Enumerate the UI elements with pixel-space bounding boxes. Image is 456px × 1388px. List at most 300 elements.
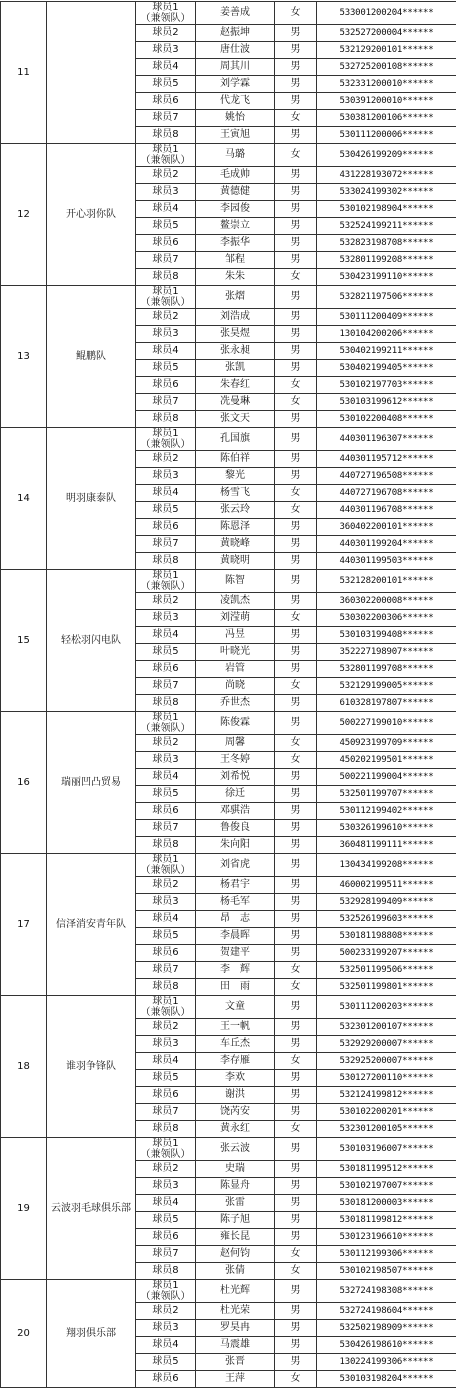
- player-id-number: 532801199708******: [317, 661, 456, 678]
- player-role: 球员5: [136, 360, 196, 377]
- player-id-number: 530402199405******: [317, 360, 456, 377]
- player-name: 陈子旭: [196, 1212, 275, 1229]
- player-sex: 男: [275, 286, 317, 309]
- player-sex: 男: [275, 59, 317, 76]
- player-id-number: 530103199612******: [317, 394, 456, 411]
- player-sex: 男: [275, 1070, 317, 1087]
- player-name: 朱向阳: [196, 837, 275, 854]
- player-id-number: 532724198604******: [317, 1303, 456, 1320]
- player-name: 刘学霖: [196, 76, 275, 93]
- player-name: 杨雪飞: [196, 485, 275, 502]
- player-id-number: 532128200101******: [317, 570, 456, 593]
- player-sex: 男: [275, 1161, 317, 1178]
- player-id-number: 532929200007******: [317, 1036, 456, 1053]
- player-sex: 女: [275, 485, 317, 502]
- player-name: 谢洪: [196, 1087, 275, 1104]
- player-name: 饶芮安: [196, 1104, 275, 1121]
- player-name: 杨毛军: [196, 894, 275, 911]
- player-name: 刘滢萌: [196, 610, 275, 627]
- player-sex: 男: [275, 1138, 317, 1161]
- player-sex: 男: [275, 553, 317, 570]
- player-name: 刘浩成: [196, 309, 275, 326]
- player-role: 球员3: [136, 326, 196, 343]
- player-role: 球员5: [136, 1070, 196, 1087]
- player-name: 黄晓明: [196, 553, 275, 570]
- team-name: 谁羽争锋队: [47, 996, 136, 1138]
- player-sex: 男: [275, 820, 317, 837]
- player-name: 徐迁: [196, 786, 275, 803]
- player-id-number: 360481199111******: [317, 837, 456, 854]
- team-number: 14: [1, 428, 47, 570]
- player-role: 球员5: [136, 502, 196, 519]
- player-role: 球员4: [136, 1337, 196, 1354]
- player-sex: 男: [275, 451, 317, 468]
- player-name: 陈显舟: [196, 1178, 275, 1195]
- player-sex: 男: [275, 1320, 317, 1337]
- player-role: 球员7: [136, 394, 196, 411]
- player-role: [136, 1138, 196, 1161]
- player-id-number: 530127200110******: [317, 1070, 456, 1087]
- player-sex: 女: [275, 1121, 317, 1138]
- player-role: 球员3: [136, 894, 196, 911]
- player-role: 球员8: [136, 837, 196, 854]
- player-sex: 男: [275, 167, 317, 184]
- player-id-number: 530112199306******: [317, 1246, 456, 1263]
- player-sex: 男: [275, 93, 317, 110]
- player-role: 球员7: [136, 820, 196, 837]
- player-name: 昂 志: [196, 911, 275, 928]
- player-id-number: 130224199306******: [317, 1354, 456, 1371]
- team-number: 12: [1, 144, 47, 286]
- player-id-number: 532526199603******: [317, 911, 456, 928]
- player-sex: 女: [275, 394, 317, 411]
- player-role: [136, 2, 196, 25]
- player-role: 球员4: [136, 201, 196, 218]
- player-id-number: 500221199004******: [317, 769, 456, 786]
- player-name: 代龙飞: [196, 93, 275, 110]
- player-name: 王萍: [196, 1371, 275, 1388]
- player-name: 张熠: [196, 286, 275, 309]
- player-role: 球员7: [136, 962, 196, 979]
- player-id-number: 450202199501******: [317, 752, 456, 769]
- player-id-number: 440301195712******: [317, 451, 456, 468]
- player-id-number: 530426198610******: [317, 1337, 456, 1354]
- player-id-number: 530302200306******: [317, 610, 456, 627]
- player-name: 赵振坤: [196, 25, 275, 42]
- player-id-number: 532823198708******: [317, 235, 456, 252]
- player-role: 球员2: [136, 1019, 196, 1036]
- player-id-number: 530112199402******: [317, 803, 456, 820]
- team-roster-table: [0, 1, 456, 1388]
- player-name: 叶晓光: [196, 644, 275, 661]
- player-name: 黄永红: [196, 1121, 275, 1138]
- player-name: 田 雨: [196, 979, 275, 996]
- player-role: 球员4: [136, 485, 196, 502]
- player-name: 贺建平: [196, 945, 275, 962]
- player-id-number: 532301200107******: [317, 1019, 456, 1036]
- player-id-number: 530326199610******: [317, 820, 456, 837]
- player-sex: 男: [275, 644, 317, 661]
- player-name: 赵何钧: [196, 1246, 275, 1263]
- player-sex: 男: [275, 536, 317, 553]
- player-id-number: 352227198907******: [317, 644, 456, 661]
- player-name: 张云波: [196, 1138, 275, 1161]
- team-number: 13: [1, 286, 47, 428]
- player-sex: 男: [275, 42, 317, 59]
- player-role-label: 球员1: [136, 854, 195, 865]
- player-sex: 男: [275, 712, 317, 735]
- player-sex: 男: [275, 360, 317, 377]
- player-sex: 女: [275, 752, 317, 769]
- player-role: 球员4: [136, 343, 196, 360]
- player-name: 凌凯杰: [196, 593, 275, 610]
- player-name: 鲁俊良: [196, 820, 275, 837]
- team-number: 18: [1, 996, 47, 1138]
- player-role: 球员2: [136, 451, 196, 468]
- player-sex: 男: [275, 1195, 317, 1212]
- player-role: 球员5: [136, 1212, 196, 1229]
- player-role: 球员8: [136, 127, 196, 144]
- player-sex: 女: [275, 502, 317, 519]
- player-role: 球员2: [136, 735, 196, 752]
- player-sex: 女: [275, 735, 317, 752]
- player-role: 球员5: [136, 786, 196, 803]
- player-name: 邓骐浩: [196, 803, 275, 820]
- player-id-number: 530381200106******: [317, 110, 456, 127]
- player-sex: 女: [275, 110, 317, 127]
- player-role: 球员2: [136, 25, 196, 42]
- player-role: 球员5: [136, 928, 196, 945]
- player-id-number: 440301196708******: [317, 502, 456, 519]
- player-role-note: （兼领队）: [136, 1291, 195, 1302]
- player-sex: 女: [275, 610, 317, 627]
- player-sex: 男: [275, 218, 317, 235]
- player-id-number: 530111200203******: [317, 996, 456, 1019]
- player-id-number: 440301196307******: [317, 428, 456, 451]
- player-id-number: 532501199707******: [317, 786, 456, 803]
- player-name: 马震雄: [196, 1337, 275, 1354]
- player-name: 张文天: [196, 411, 275, 428]
- team-number: 15: [1, 570, 47, 712]
- player-name: 陈俊霖: [196, 712, 275, 735]
- player-sex: 男: [275, 326, 317, 343]
- player-sex: 男: [275, 593, 317, 610]
- player-sex: 男: [275, 627, 317, 644]
- player-name: 唐仕波: [196, 42, 275, 59]
- player-role: 球员5: [136, 1354, 196, 1371]
- team-number: 19: [1, 1138, 47, 1280]
- player-id-number: 530123196610******: [317, 1229, 456, 1246]
- player-sex: 男: [275, 854, 317, 877]
- player-sex: 男: [275, 945, 317, 962]
- player-sex: 男: [275, 695, 317, 712]
- player-role: 球员3: [136, 752, 196, 769]
- player-role: 球员2: [136, 309, 196, 326]
- player-id-number: 530102197007******: [317, 1178, 456, 1195]
- player-role: 球员7: [136, 110, 196, 127]
- player-id-number: 530402199211******: [317, 343, 456, 360]
- player-name: 冯昱: [196, 627, 275, 644]
- team-number: 16: [1, 712, 47, 854]
- player-id-number: 530103198204******: [317, 1371, 456, 1388]
- player-role: 球员2: [136, 1303, 196, 1320]
- player-name: 李欢: [196, 1070, 275, 1087]
- player-role: [136, 854, 196, 877]
- player-sex: 男: [275, 1019, 317, 1036]
- team-name: [47, 2, 136, 144]
- player-role: 球员4: [136, 1195, 196, 1212]
- player-role: [136, 996, 196, 1019]
- player-role: 球员7: [136, 1104, 196, 1121]
- player-name: 孔国旗: [196, 428, 275, 451]
- player-name: 王寅旭: [196, 127, 275, 144]
- player-id-number: 530102200408******: [317, 411, 456, 428]
- player-role: 球员2: [136, 167, 196, 184]
- player-id-number: 530181199812******: [317, 1212, 456, 1229]
- player-id-number: 530102200201******: [317, 1104, 456, 1121]
- player-name: 张昊煜: [196, 326, 275, 343]
- player-sex: 男: [275, 1087, 317, 1104]
- player-role: [136, 428, 196, 451]
- player-name: 黄晓峰: [196, 536, 275, 553]
- player-name: 车丘杰: [196, 1036, 275, 1053]
- player-sex: 男: [275, 127, 317, 144]
- player-sex: 男: [275, 570, 317, 593]
- player-id-number: 532821197506******: [317, 286, 456, 309]
- player-id-number: 530103196007******: [317, 1138, 456, 1161]
- player-sex: 男: [275, 877, 317, 894]
- player-id-number: 533001200204******: [317, 2, 456, 25]
- player-role: 球员7: [136, 678, 196, 695]
- player-name: 邹程: [196, 252, 275, 269]
- player-sex: 男: [275, 803, 317, 820]
- player-role-label: 球员1: [136, 2, 195, 13]
- player-role: 球员3: [136, 42, 196, 59]
- player-role: 球员4: [136, 1053, 196, 1070]
- team-name: 鲲鹏队: [47, 286, 136, 428]
- player-name: 王一帆: [196, 1019, 275, 1036]
- player-sex: 女: [275, 1371, 317, 1388]
- player-role-label: 球员1: [136, 144, 195, 155]
- player-name: 冼曼琳: [196, 394, 275, 411]
- player-role: [136, 144, 196, 167]
- player-sex: 男: [275, 184, 317, 201]
- player-role: 球员3: [136, 468, 196, 485]
- player-role-note: （兼领队）: [136, 723, 195, 734]
- player-role: 球员6: [136, 661, 196, 678]
- player-name: 刘省虎: [196, 854, 275, 877]
- player-name: 张凯: [196, 360, 275, 377]
- player-role-note: （兼领队）: [136, 1007, 195, 1018]
- player-id-number: 530102197703******: [317, 377, 456, 394]
- team-number: 11: [1, 2, 47, 144]
- player-sex: 女: [275, 1053, 317, 1070]
- player-name: 乔世杰: [196, 695, 275, 712]
- player-id-number: 530426199209******: [317, 144, 456, 167]
- team-number: 20: [1, 1280, 47, 1388]
- player-sex: 男: [275, 911, 317, 928]
- player-sex: 女: [275, 1246, 317, 1263]
- player-sex: 女: [275, 2, 317, 25]
- player-name: 周其川: [196, 59, 275, 76]
- player-role: 球员8: [136, 411, 196, 428]
- player-role: 球员4: [136, 627, 196, 644]
- player-id-number: 431228193072******: [317, 167, 456, 184]
- player-sex: 男: [275, 309, 317, 326]
- player-sex: 男: [275, 519, 317, 536]
- player-role: 球员3: [136, 184, 196, 201]
- player-role: 球员6: [136, 1229, 196, 1246]
- player-sex: 男: [275, 786, 317, 803]
- player-sex: 男: [275, 1303, 317, 1320]
- player-sex: 男: [275, 25, 317, 42]
- player-id-number: 530391200010******: [317, 93, 456, 110]
- player-name: 姚怡: [196, 110, 275, 127]
- player-role: 球员8: [136, 979, 196, 996]
- player-name: 黎光: [196, 468, 275, 485]
- player-name: 张雷: [196, 1195, 275, 1212]
- player-name: 岩管: [196, 661, 275, 678]
- player-name: 史瑞: [196, 1161, 275, 1178]
- player-id-number: 460002199511******: [317, 877, 456, 894]
- player-role: 球员5: [136, 76, 196, 93]
- player-role-label: 球员1: [136, 286, 195, 297]
- player-name: 马璐: [196, 144, 275, 167]
- player-sex: 男: [275, 1104, 317, 1121]
- player-id-number: 532928199409******: [317, 894, 456, 911]
- player-id-number: 530423199110******: [317, 269, 456, 286]
- player-id-number: 130434199208******: [317, 854, 456, 877]
- player-id-number: 530181198808******: [317, 928, 456, 945]
- player-id-number: 440727196708******: [317, 485, 456, 502]
- player-role: 球员6: [136, 377, 196, 394]
- player-name: 陈智: [196, 570, 275, 593]
- player-sex: 男: [275, 894, 317, 911]
- player-role: 球员8: [136, 1121, 196, 1138]
- player-id-number: 532502198909******: [317, 1320, 456, 1337]
- player-id-number: 532331200010******: [317, 76, 456, 93]
- player-id-number: 530181199512******: [317, 1161, 456, 1178]
- player-id-number: 532724198308******: [317, 1280, 456, 1303]
- player-id-number: 530102198507******: [317, 1263, 456, 1280]
- roster-body: [1, 2, 456, 1388]
- player-role: 球员3: [136, 1036, 196, 1053]
- player-role-label: 球员1: [136, 428, 195, 439]
- player-id-number: 532501199801******: [317, 979, 456, 996]
- player-role: 球员4: [136, 769, 196, 786]
- player-sex: 男: [275, 1212, 317, 1229]
- player-name: 陈恩泽: [196, 519, 275, 536]
- player-role: 球员3: [136, 1178, 196, 1195]
- player-sex: 女: [275, 377, 317, 394]
- player-sex: 男: [275, 1280, 317, 1303]
- player-name: 张云玲: [196, 502, 275, 519]
- player-role: 球员8: [136, 695, 196, 712]
- player-id-number: 530111200409******: [317, 309, 456, 326]
- player-name: 张永昶: [196, 343, 275, 360]
- team-name: 云波羽毛球俱乐部: [47, 1138, 136, 1280]
- player-sex: 男: [275, 1036, 317, 1053]
- player-name: 李 辉: [196, 962, 275, 979]
- player-role: 球员5: [136, 218, 196, 235]
- player-sex: 男: [275, 928, 317, 945]
- player-id-number: 450923199709******: [317, 735, 456, 752]
- player-sex: 女: [275, 678, 317, 695]
- player-sex: 女: [275, 1263, 317, 1280]
- player-role-note: （兼领队）: [136, 1149, 195, 1160]
- player-role: 球员6: [136, 93, 196, 110]
- player-name: 刘希悦: [196, 769, 275, 786]
- player-name: 杜光辉: [196, 1280, 275, 1303]
- player-role-label: 球员1: [136, 1280, 195, 1291]
- player-id-number: 530181200003******: [317, 1195, 456, 1212]
- player-role: 球员6: [136, 1371, 196, 1388]
- player-role: 球员4: [136, 59, 196, 76]
- player-name: 雍长昆: [196, 1229, 275, 1246]
- player-name: 黄德健: [196, 184, 275, 201]
- player-role: 球员6: [136, 945, 196, 962]
- player-name: 杨君宇: [196, 877, 275, 894]
- player-id-number: 532524199211******: [317, 218, 456, 235]
- player-id-number: 500233199207******: [317, 945, 456, 962]
- player-role-note: （兼领队）: [136, 155, 195, 166]
- player-role: 球员6: [136, 803, 196, 820]
- player-sex: 男: [275, 252, 317, 269]
- player-sex: 女: [275, 979, 317, 996]
- player-id-number: 532527200004******: [317, 25, 456, 42]
- player-name: 鳌崇立: [196, 218, 275, 235]
- player-role: 球员2: [136, 877, 196, 894]
- player-id-number: 532501199506******: [317, 962, 456, 979]
- player-id-number: 530102198904******: [317, 201, 456, 218]
- player-role: 球员6: [136, 519, 196, 536]
- team-name: 瑞丽凹凸贸易: [47, 712, 136, 854]
- player-sex: 男: [275, 428, 317, 451]
- player-sex: 女: [275, 269, 317, 286]
- team-name: 明羽康泰队: [47, 428, 136, 570]
- player-role: 球员8: [136, 553, 196, 570]
- player-sex: 女: [275, 962, 317, 979]
- player-id-number: 532925200007******: [317, 1053, 456, 1070]
- player-id-number: 530111200006******: [317, 127, 456, 144]
- team-name: 信泽消安青年队: [47, 854, 136, 996]
- player-sex: 男: [275, 1354, 317, 1371]
- player-sex: 男: [275, 201, 317, 218]
- team-name: 翔羽俱乐部: [47, 1280, 136, 1388]
- player-sex: 女: [275, 144, 317, 167]
- player-role: [136, 1280, 196, 1303]
- team-name: 开心羽你队: [47, 144, 136, 286]
- player-name: 毛成帅: [196, 167, 275, 184]
- player-id-number: 532129199005******: [317, 678, 456, 695]
- player-id-number: 360302200008******: [317, 593, 456, 610]
- player-sex: 男: [275, 769, 317, 786]
- player-sex: 男: [275, 76, 317, 93]
- player-name: 罗昊冉: [196, 1320, 275, 1337]
- player-role-label: 球员1: [136, 996, 195, 1007]
- player-role: 球员2: [136, 1161, 196, 1178]
- player-role: 球员6: [136, 1087, 196, 1104]
- player-id-number: 530103199408******: [317, 627, 456, 644]
- player-sex: 男: [275, 996, 317, 1019]
- player-sex: 男: [275, 343, 317, 360]
- player-role: [136, 570, 196, 593]
- player-name: 周馨: [196, 735, 275, 752]
- player-role: 球员8: [136, 269, 196, 286]
- player-id-number: 532124199812******: [317, 1087, 456, 1104]
- player-id-number: 610328197807******: [317, 695, 456, 712]
- player-role: 球员7: [136, 252, 196, 269]
